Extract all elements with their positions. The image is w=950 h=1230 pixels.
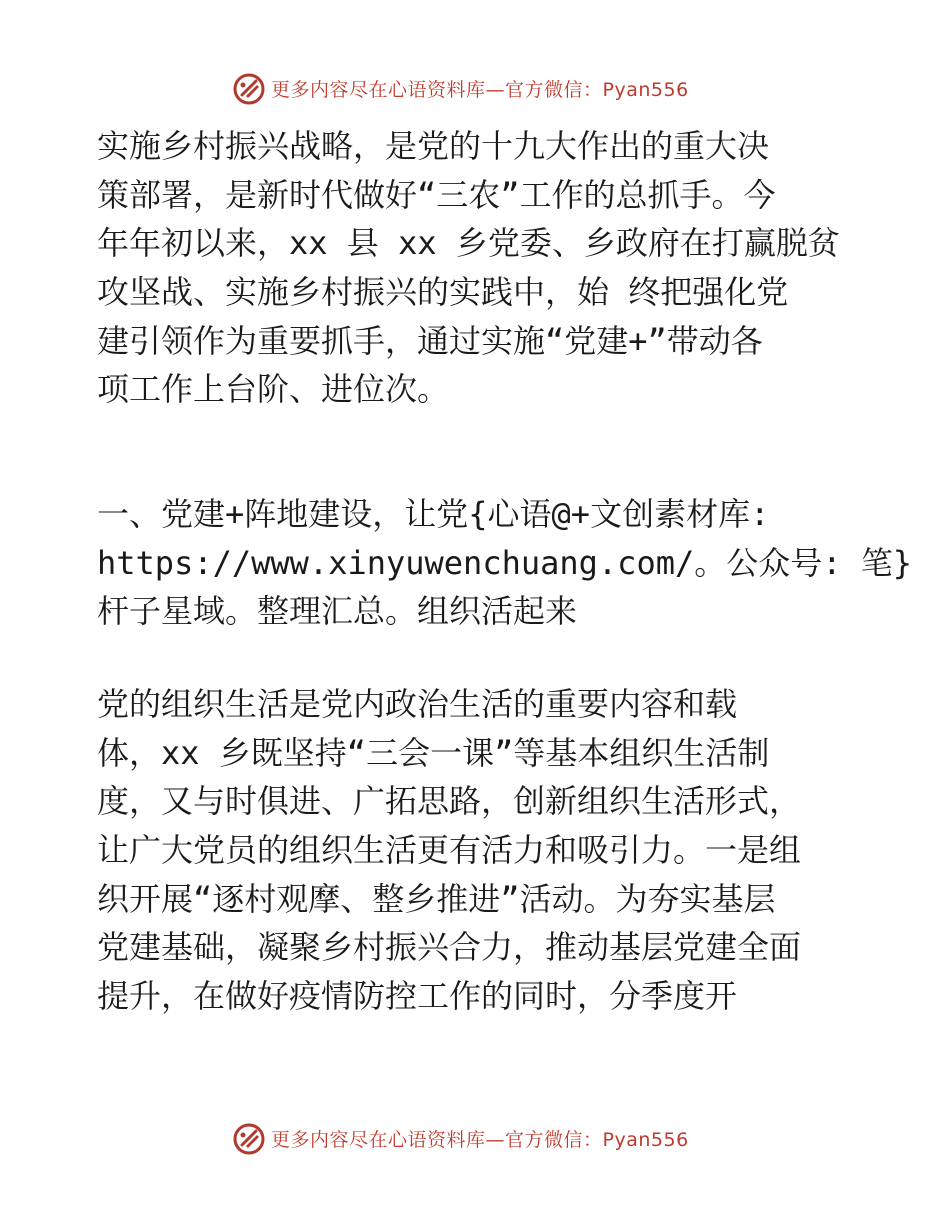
footer-banner [0, 1120, 950, 1160]
paragraph-body [97, 680, 857, 1021]
paragraph-intro [97, 122, 857, 414]
text-line: 一、党建+阵地建设，让党{心语@+文创素材库: [97, 495, 770, 533]
text-line: 策部署，是新时代做好“三农”工作的总抓手。今 [97, 175, 776, 214]
text-line: 党建基础，凝聚乡村振兴合力，推动基层党建全面 [97, 928, 802, 967]
text-line: 杆子星域。整理汇总。组织活起来 [97, 592, 578, 631]
text-line: 建引领作为重要抓手，通过实施“党建+”带动各 [97, 321, 763, 360]
text-line: 攻坚战、实施乡村振兴的实践中，始 终把强化党 [97, 273, 789, 312]
banner-text: 更多内容尽在心语资料库—官方微信：Pyan556 [271, 1129, 689, 1151]
header-banner [0, 70, 950, 110]
logo-icon [232, 72, 266, 106]
text-line: 实施乡村振兴战略，是党的十九大作出的重大决 [97, 127, 770, 165]
text-line: 提升，在做好疫情防控工作的同时，分季度开 [97, 977, 738, 1016]
paragraph-section-heading [97, 490, 913, 636]
text-line: 年年初以来，xx 县 xx 乡党委、乡政府在打赢脱贫 [97, 224, 840, 263]
text-line: https://www.xinyuwenchuang.com/。公众号: 笔} [97, 543, 913, 582]
text-line: 度，又与时俱进、广拓思路，创新组织生活形式， [97, 782, 802, 821]
text-line: 项工作上台阶、进位次。 [97, 370, 450, 409]
banner-text: 更多内容尽在心语资料库—官方微信：Pyan556 [271, 79, 689, 101]
text-line: 体，xx 乡既坚持“三会一课”等基本组织生活制 [97, 733, 770, 772]
logo-icon [232, 1122, 266, 1156]
text-line: 让广大党员的组织生活更有活力和吸引力。一是组 [97, 831, 802, 870]
text-line: 织开展“逐村观摩、整乡推进”活动。为夯实基层 [97, 879, 776, 918]
text-line: 党的组织生活是党内政治生活的重要内容和载 [97, 685, 738, 723]
